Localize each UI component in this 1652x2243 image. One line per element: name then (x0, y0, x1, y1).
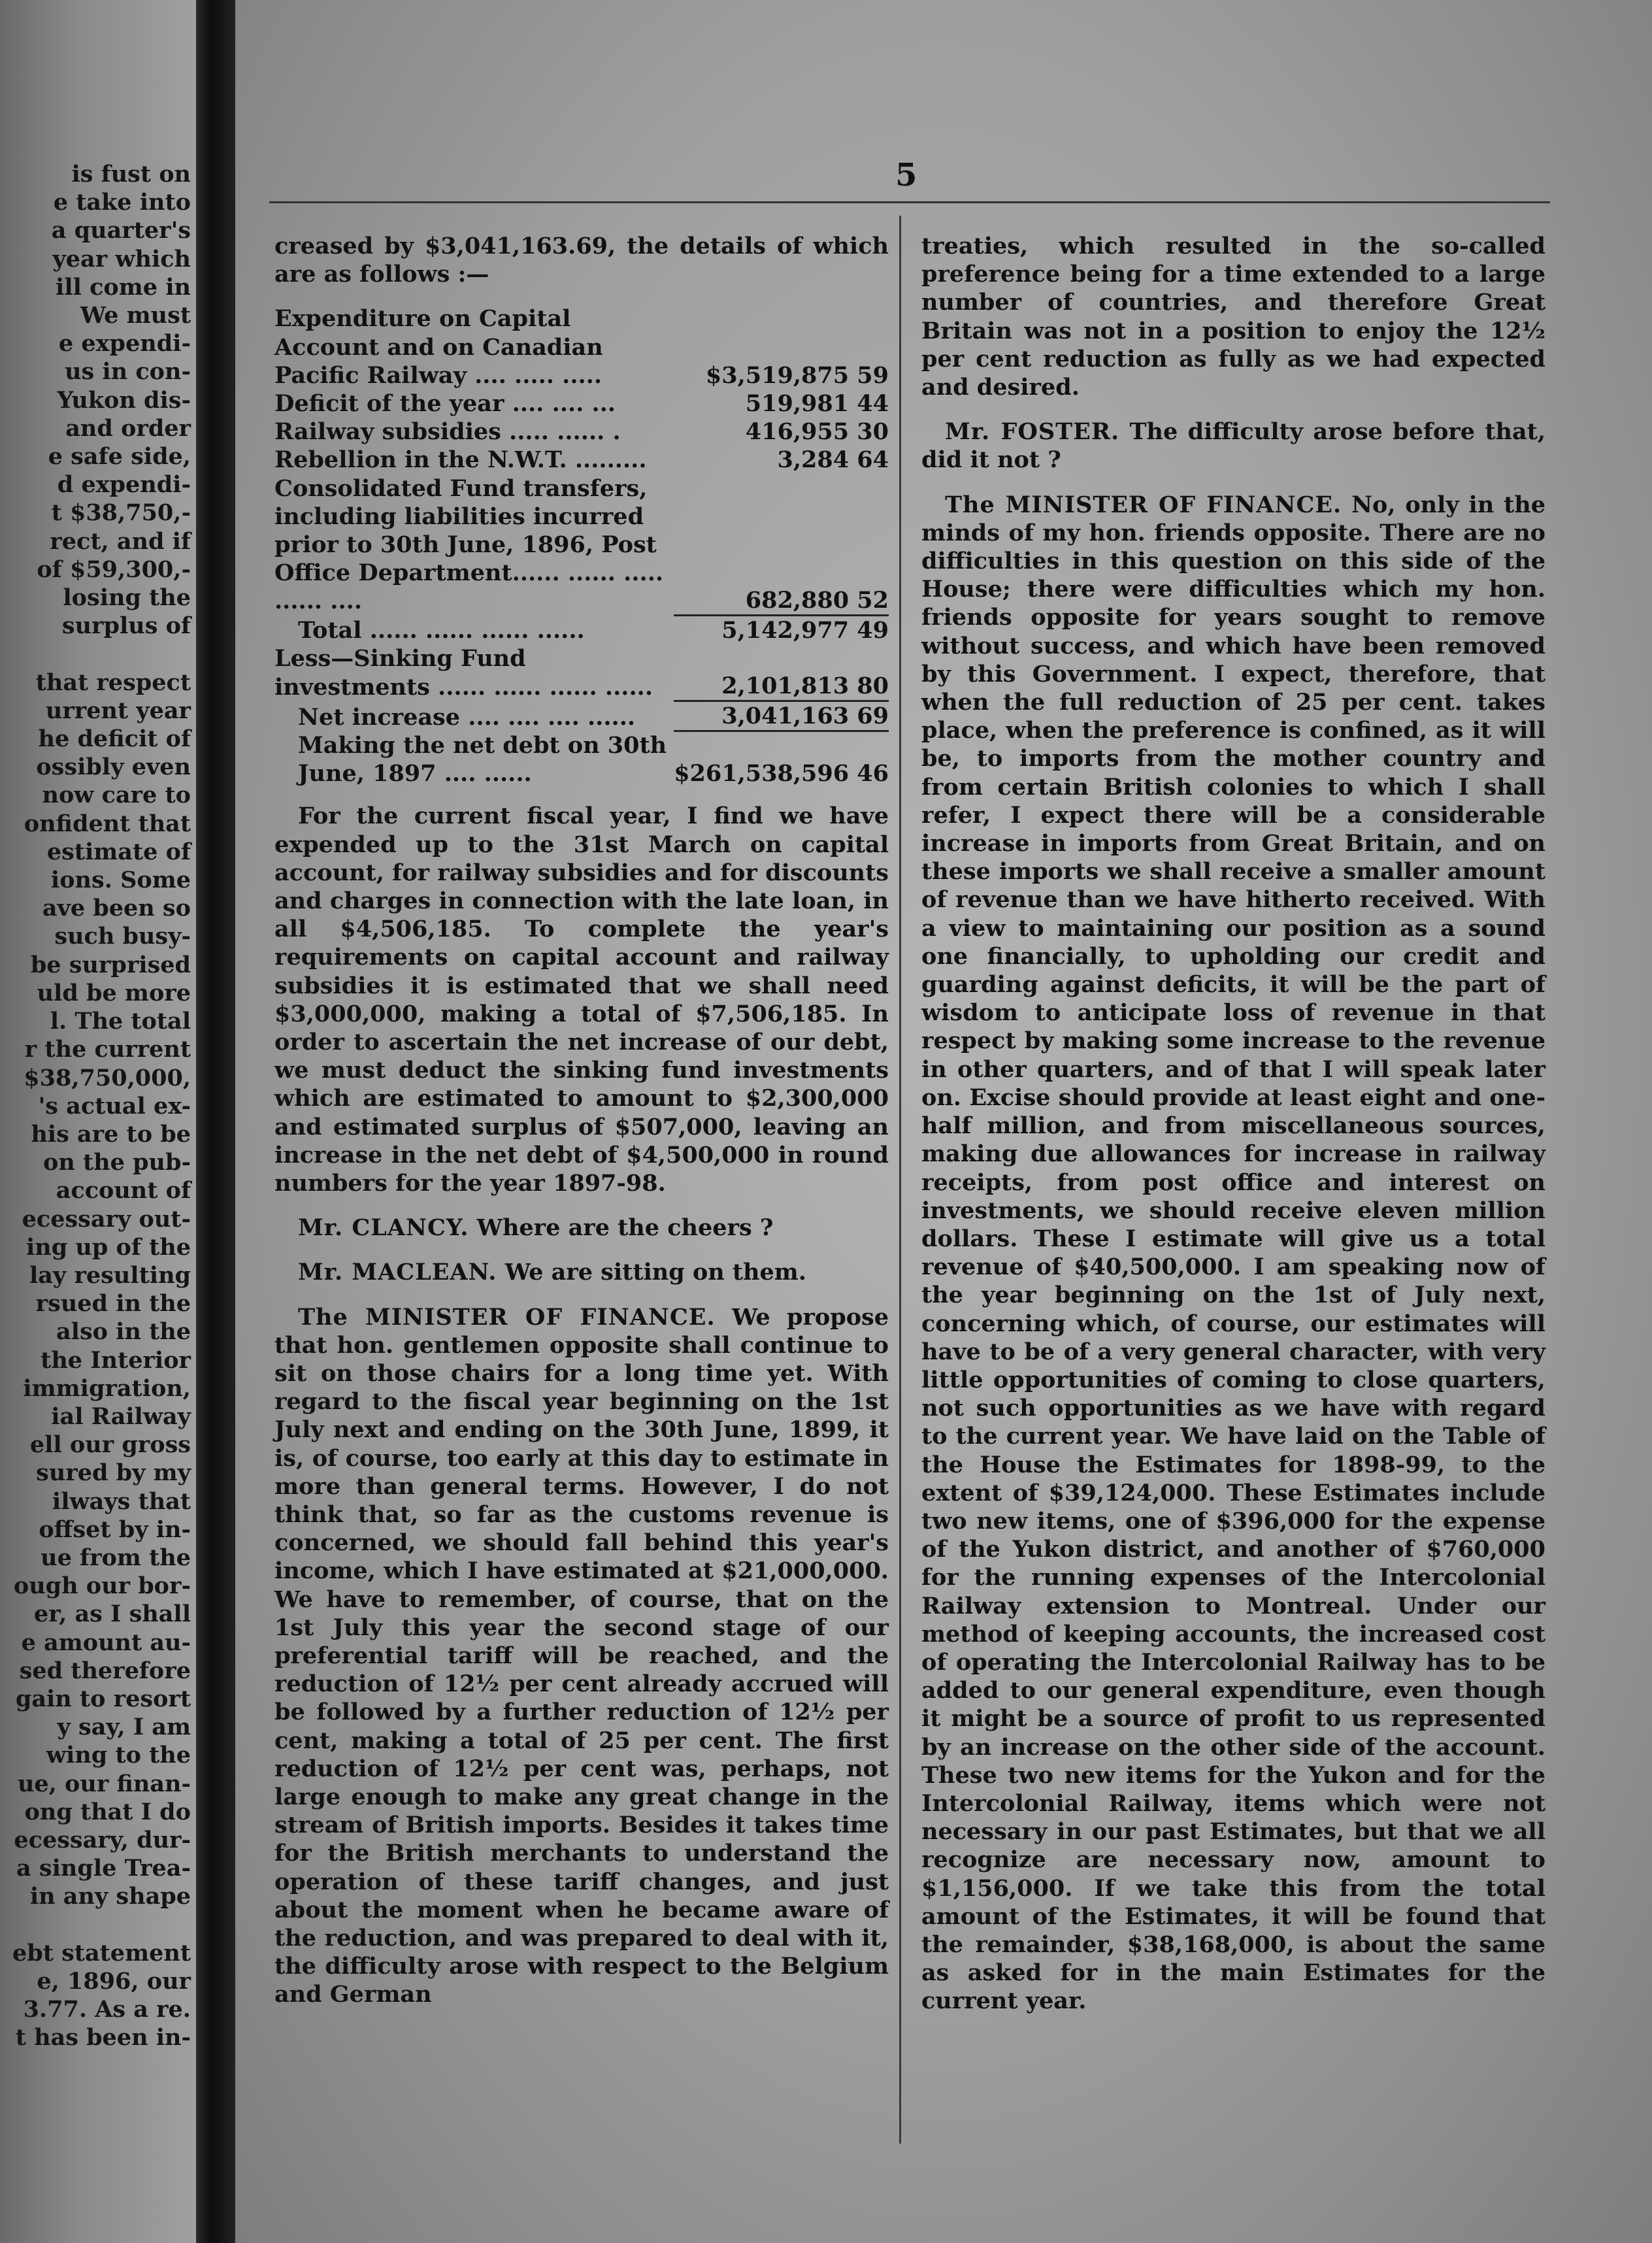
fragment-line: year which (52, 245, 191, 273)
row-amount: 682,880 52 (745, 586, 889, 614)
row-amount: 416,955 30 (745, 418, 889, 446)
speaker-name: Mr. CLANCY. (298, 1214, 469, 1242)
paragraph-text: We are sitting on them. (504, 1259, 806, 1286)
fragment-line: of $59,300,- (37, 556, 191, 583)
fragment-line: account of (56, 1177, 191, 1205)
paragraph (921, 418, 1545, 474)
fragment-line: losing the (63, 584, 191, 612)
fragment-line: 3.77. As a re. (23, 1996, 191, 2023)
fragment-line: and order (65, 414, 191, 442)
fragment-line: y say, I am (57, 1714, 191, 1741)
fragment-line: estimate of (46, 838, 191, 865)
fragment-line: wing to the (46, 1742, 191, 1769)
row-amount: 519,981 44 (745, 390, 889, 418)
paragraph (921, 232, 1545, 401)
fragment-line: also in the (56, 1318, 191, 1346)
row-label: Rebellion in the N.W.T. ......... (274, 446, 647, 474)
adjacent-page-text (1, 160, 191, 2052)
fragment-line: gain to resort (15, 1685, 191, 1712)
speaker-name: The MINISTER OF FINANCE. (945, 491, 1342, 518)
fragment-line: sed therefore (19, 1657, 191, 1684)
table-row (274, 446, 889, 474)
speaker-name: The MINISTER OF FINANCE. (298, 1303, 716, 1331)
fragment-line: such busy- (54, 923, 191, 950)
paragraph (274, 1303, 889, 2009)
debt-table (274, 305, 889, 788)
fragment-line: onfident that (24, 810, 191, 837)
row-label: Less—Sinking Fund investments ...... ...... ...... ...... (274, 645, 653, 701)
fragment-line: ecessary, dur- (14, 1826, 191, 1853)
speaker-name: Mr. FOSTER. (945, 418, 1120, 446)
left-column (274, 232, 889, 2025)
fragment-line: that respect (35, 669, 191, 696)
paragraph-text: treaties, which resulted in the so-called preference being for a time extended to a large number of countries, and therefore Great Britain was not in a position to enjoy the 12½ per cent reduction as fully as we had expected and desired. (921, 233, 1545, 401)
paragraph-text: We propose that hon. gentlemen opposite shall continue to sit on those chairs for a long time yet. With regard to the fiscal year beginning on the 1st July next and ending on the 30th June, 1899, it is, of course, too early at this day to estimate in more than general terms. However, I do not think that, so far as the customs revenue is concerned, we should fall behind this year's income, which I have estimated at $21,000,000. We have to remember, of course, that on the 1st July this year the second stage of our preferential tariff will be reached, and the reduction of 12½ per cent already accrued will be followed by a further reduction of 12½ per cent, making a total of 25 per cent. The first reduction of 12½ per cent was, perhaps, not large enough to make any great change in the stream of British imports. Besides it takes time for the British merchants to understand the operation of these tariff changes, and just about the moment when he became aware of the reduction, and was prepared to deal with it, the difficulty arose with respect to the Belgium and German (274, 1303, 889, 2008)
fragment-line: ilways that (52, 1487, 191, 1515)
fragment-line: on the pub- (43, 1149, 191, 1176)
fragment-line: ecessary out- (22, 1205, 191, 1233)
fragment-line: d expendi- (57, 471, 191, 499)
table-row (274, 418, 889, 446)
fragment-line: a quarter's (51, 217, 191, 244)
book-gutter (196, 0, 235, 2243)
right-column (921, 232, 1545, 2032)
row-label: Deficit of the year .... .... ... (274, 390, 616, 418)
paragraph-text: No, only in the minds of my hon. friends opposite. There are no difficulties in this question on this side of the House; there were difficulties which my hon. friends opposite for years sought to remove without success, and which have been removed by this Government. I expect, therefore, that when the full reduction of 25 per cent. takes place, when the preference is confined, as it will be, to imports from the mother country and from certain British colonies to which I shall refer, I expect there will be a considerable increase in imports from Great Britain, and on these imports we shall receive a smaller amount of revenue than we have hitherto received. With a view to maintaining our position as a sound one financially, to upholding our credit and guarding against deficits, it will be the part of wisdom to anticipate loss of revenue in that respect by making some increase to the revenue in other quarters, and of that I will speak later on. Excise should provide at least eight and one-half million, and from miscellaneous sources, making due allowances for increase in railway receipts, from post office and interest on investments, we should receive eleven million dollars. These I estimate will give us a total revenue of $40,500,000. I am speaking now of the year beginning on the 1st of July next, concerning which, of course, our estimates will have to be of a very general character, with very little opportunities of coming to close quarters, not such opportunities as we have with regard to the current year. We have laid on the Table of the House the Estimates for 1898-99, to the extent of $39,124,000. These Estimates include two new items, one of $396,000 for the expense of the Yukon district, and another of $760,000 for the running expenses of the Intercolonial Railway extension to Montreal. Under our method of keeping accounts, the increased cost of operating the Intercolonial Railway has to be added to our general expenditure, even though it might be a source of profit to us represented by an increase on the other side of the account. These two new items for the Yukon and for the Intercolonial Railway, items which were not necessary in our past Estimates, but that we all recognize are necessary now, amount to $1,156,000. If we take this from the total amount of the Estimates, it will be found that the remainder, $38,168,000, is about the same as asked for in the main Estimates for the current year. (921, 491, 1545, 2015)
fragment-line: uld be more (37, 979, 191, 1006)
fragment-line: We must (80, 302, 191, 329)
fragment-line: e safe side, (48, 443, 191, 471)
fragment-line (1, 1911, 191, 1939)
table-row (274, 644, 889, 701)
fragment-line: lay resulting (29, 1261, 191, 1289)
table-row (274, 390, 889, 418)
paragraph (274, 1258, 889, 1286)
fragment-line: ill come in (56, 273, 191, 301)
paragraph (274, 1214, 889, 1242)
table-row (274, 305, 889, 390)
fragment-line: ong that I do (24, 1798, 191, 1825)
fragment-line: rect, and if (50, 527, 191, 555)
fragment-line: ossibly even (36, 754, 191, 781)
fragment-line: a single Trea- (16, 1855, 191, 1882)
fragment-line: er, as I shall (33, 1601, 191, 1628)
page-number: 5 (895, 157, 917, 193)
row-amount: 2,101,813 80 (721, 673, 889, 700)
fragment-line: he deficit of (38, 725, 191, 753)
table-row (274, 474, 889, 616)
fragment-line: 's actual ex- (38, 1092, 191, 1120)
row-amount: $261,538,596 46 (674, 731, 889, 788)
fragment-line: us in con- (65, 358, 191, 386)
fragment-line: l. The total (50, 1008, 191, 1035)
fragment-line: e amount au- (21, 1629, 191, 1656)
paragraph-text: Where are the cheers ? (476, 1214, 774, 1242)
table-row (274, 731, 889, 788)
fragment-line: ue from the (41, 1544, 191, 1571)
header-rule (269, 201, 1550, 203)
fragment-line: e take into (53, 189, 191, 216)
fragment-line: e expendi- (58, 330, 191, 357)
fragment-line: the Interior (41, 1346, 191, 1374)
left-paragraphs (274, 802, 889, 2008)
row-label: Railway subsidies ..... ...... . (274, 418, 621, 446)
fragment-line: Yukon dis- (57, 386, 191, 414)
row-label: Expenditure on Capital Account and on Canadian Pacific Railway .... ..... ..... (274, 305, 603, 389)
row-amount: 3,284 64 (777, 446, 889, 474)
column-divider (899, 216, 901, 2144)
row-amount: 5,142,977 49 (674, 616, 889, 645)
fragment-line: sured by my (36, 1459, 191, 1487)
speaker-name: Mr. MACLEAN. (298, 1259, 497, 1286)
fragment-line: r the current (24, 1036, 191, 1063)
fragment-line: e, 1896, our (37, 1968, 191, 1995)
fragment-line: t $38,750,- (51, 499, 191, 527)
paragraph (274, 802, 889, 1197)
paragraph (921, 491, 1545, 2016)
fragment-line: t has been in- (15, 2024, 191, 2052)
adjacent-page-fragment (0, 0, 196, 2243)
fragment-line: ough our bor- (13, 1572, 191, 1600)
row-label: Consolidated Fund transfers, including liabilities incurred prior to 30th June, 1896, Post Office Department...... ...... ..... ...... .... (274, 474, 664, 615)
fragment-line: surplus of (61, 612, 191, 640)
row-amount: 3,041,163 69 (674, 701, 889, 731)
fragment-line: ing up of the (26, 1233, 191, 1261)
fragment-line: ial Railway (51, 1403, 191, 1430)
fragment-line: ell our gross (29, 1431, 191, 1459)
fragment-line: now care to (42, 782, 191, 809)
fragment-line: in any shape (29, 1883, 191, 1910)
fragment-line: urrent year (45, 697, 191, 724)
table-intro: creased by $3,041,163.69, the details of which are as follows :— (274, 233, 889, 288)
fragment-line: offset by in- (39, 1516, 191, 1543)
table-row (274, 701, 889, 731)
fragment-line: $38,750,000, (24, 1064, 191, 1091)
row-amount: $3,519,875 59 (705, 361, 889, 389)
fragment-line: ue, our finan- (17, 1770, 191, 1797)
table-row (274, 616, 889, 645)
fragment-line: be surprised (30, 951, 191, 978)
row-label: Making the net debt on 30th June, 1897 .... ...... (298, 731, 667, 788)
right-paragraphs (921, 232, 1545, 2016)
row-label: Net increase .... .... .... ...... (298, 703, 636, 731)
paragraph-text: For the current fiscal year, I find we have expended up to the 31st March on capital account, for railway subsidies and for discounts and charges in connection with the late loan, in all $4,506,185. To complete the year's requirements on capital account and railway subsidies it is estimated that we shall need $3,000,000, making a total of $7,506,185. In order to ascertain the net increase of our debt, we must deduct the sinking fund investments which are estimated to amount to $2,300,000 and estimated surplus of $507,000, leaving an increase in the net debt of $4,500,000 in round numbers for the year 1897-98. (274, 803, 889, 1197)
fragment-line: immigration, (23, 1374, 191, 1402)
fragment-line: his are to be (31, 1120, 191, 1148)
fragment-line: rsued in the (35, 1290, 191, 1318)
fragment-line (1, 640, 191, 668)
fragment-line: ions. Some (50, 867, 191, 894)
fragment-line: is fust on (71, 161, 191, 188)
paragraph-text: The difficulty arose before that, did it not ? (921, 418, 1546, 474)
fragment-line: ave been so (42, 895, 191, 922)
fragment-line: ebt statement (12, 1939, 191, 1967)
row-label: Total ...... ...... ...... ...... (298, 617, 585, 644)
